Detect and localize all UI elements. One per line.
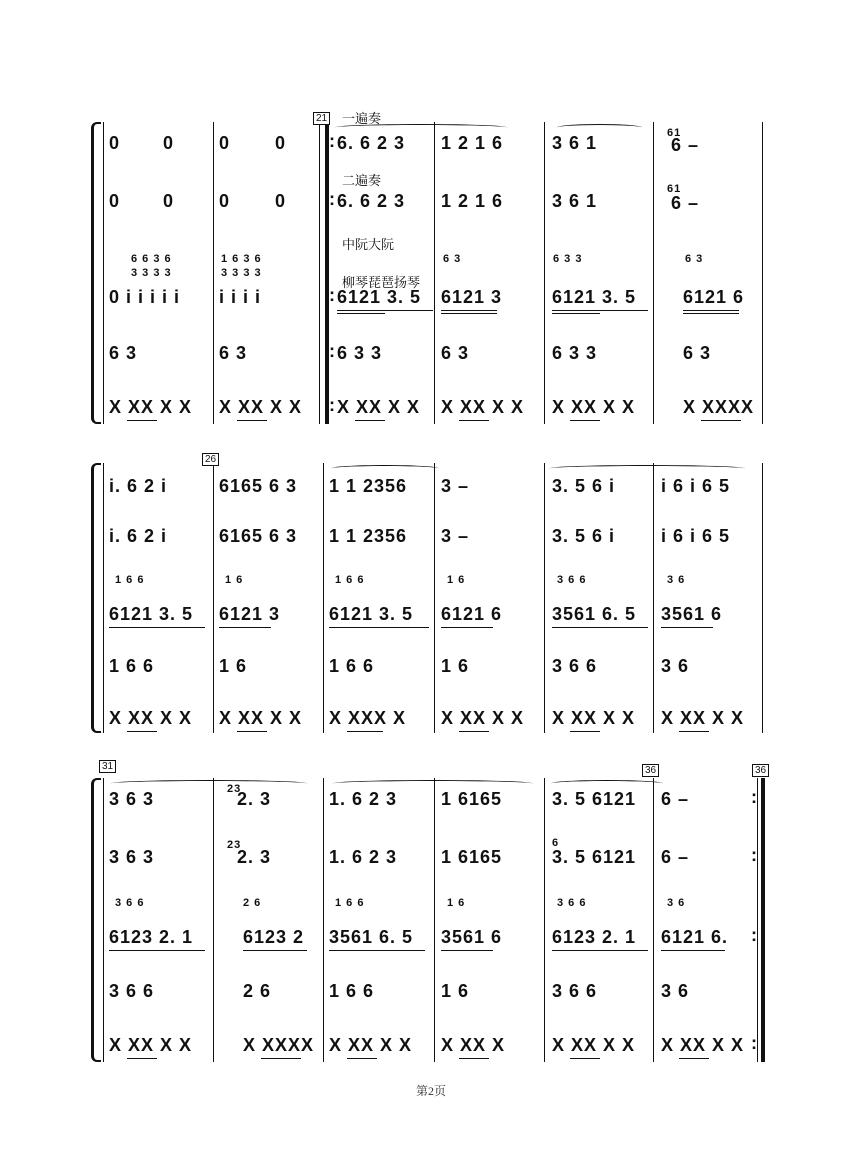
note-cell: 0	[275, 191, 287, 211]
note-cell: 3 6 3	[109, 847, 155, 867]
chord-upper: 6 6 3 6	[131, 253, 172, 265]
underline	[552, 313, 600, 314]
chord-upper: 3 3 3 3	[221, 267, 262, 279]
underline	[441, 950, 493, 951]
barline	[103, 778, 104, 1062]
liuqin-label: 柳琴琵琶扬琴	[342, 275, 421, 290]
barline	[103, 463, 104, 733]
note-cell: 0 i i i i i	[109, 287, 181, 307]
barline	[544, 463, 545, 733]
note-cell: i i i i	[219, 287, 262, 307]
note-cell: 3. 5 6 i	[552, 526, 616, 546]
note-cell: 6123 2. 1	[552, 927, 637, 947]
note-cell: 3561 6	[661, 604, 723, 624]
grace-note: 23	[227, 839, 242, 851]
note-cell: 1 6	[219, 656, 248, 676]
repeat-dots: :	[329, 395, 335, 415]
chord-upper: 3 6 6	[557, 897, 587, 909]
barline	[323, 778, 324, 1062]
chord-upper: 1 6 6	[335, 897, 365, 909]
note-cell: 6121 3	[441, 287, 503, 307]
underline	[701, 420, 741, 421]
underline	[441, 310, 497, 311]
note-cell: 6121 6.	[661, 927, 729, 947]
note-cell: 6123 2. 1	[109, 927, 194, 947]
note-cell: 3. 5 6121	[552, 789, 637, 809]
note-cell: X XX X X	[219, 397, 303, 417]
note-cell: 0	[109, 191, 121, 211]
chord-upper: 1 6	[447, 574, 466, 586]
note-cell: 6. 6 2 3	[337, 191, 406, 211]
underline	[459, 420, 489, 421]
underline	[127, 1058, 157, 1059]
note-cell: X XX X X	[661, 1035, 745, 1055]
note-cell: 6121 3. 5	[329, 604, 414, 624]
note-cell: X XX X X	[109, 708, 193, 728]
underline	[459, 1058, 489, 1059]
note-cell: i. 6 2 i	[109, 526, 168, 546]
note-cell: 0	[219, 191, 231, 211]
underline	[683, 313, 739, 314]
note-cell: 6165 6 3	[219, 476, 298, 496]
underline	[329, 950, 425, 951]
underline	[661, 950, 725, 951]
underline	[441, 313, 497, 314]
rehearsal-mark-36: 36	[642, 764, 659, 777]
barline	[434, 122, 435, 424]
barline	[653, 122, 654, 424]
underline	[441, 627, 493, 628]
note-cell: i 6 i 6 5	[661, 526, 731, 546]
barline	[653, 463, 654, 733]
phrase-slur	[549, 465, 745, 472]
chord-upper: 6 3	[443, 253, 462, 265]
phrase-slur	[333, 780, 533, 787]
note-cell: 6121 3. 5	[337, 287, 422, 307]
barline	[544, 122, 545, 424]
note-cell: 6 3	[109, 343, 138, 363]
note-cell: 3. 5 6 i	[552, 476, 616, 496]
barline	[319, 122, 320, 424]
note-cell: 1 6 6	[329, 656, 375, 676]
note-cell: 1 2 1 6	[441, 133, 504, 153]
phrase-slur	[331, 465, 439, 472]
note-cell: 0	[163, 191, 175, 211]
note-cell: X XX X X	[329, 1035, 413, 1055]
note-cell: 1 6 6	[329, 981, 375, 1001]
underline	[683, 310, 739, 311]
barline	[213, 463, 214, 733]
note-cell: 6 3	[683, 343, 712, 363]
note-cell: X XXX X	[329, 708, 407, 728]
system-brace	[91, 778, 101, 1062]
note-cell: X XX X X	[109, 1035, 193, 1055]
grace-note: 61	[667, 183, 682, 195]
grace-note: 61	[667, 127, 682, 139]
underline	[337, 313, 385, 314]
note-cell: 3561 6. 5	[329, 927, 414, 947]
page-number: 第2页	[415, 1084, 446, 1098]
note-cell: 6 –	[661, 847, 690, 867]
note-cell: 3561 6	[441, 927, 503, 947]
note-cell: 3 6 6	[552, 981, 598, 1001]
underline	[109, 950, 205, 951]
note-cell: 6121 6	[683, 287, 745, 307]
note-cell: 1 6	[441, 656, 470, 676]
barline	[757, 778, 758, 1062]
note-cell: 6121 3	[219, 604, 281, 624]
grace-note: 23	[227, 783, 242, 795]
underline	[337, 310, 433, 311]
note-cell: 2. 3	[237, 847, 272, 867]
underline	[243, 950, 307, 951]
score-system-1	[97, 111, 765, 424]
rehearsal-mark-31: 31	[99, 760, 116, 773]
note-cell: 6 3 3	[337, 343, 383, 363]
note-cell: 1. 6 2 3	[329, 847, 398, 867]
note-cell: 1 1 2356	[329, 526, 408, 546]
note-cell: 2 6	[243, 981, 272, 1001]
note-cell: X XX X X	[552, 397, 636, 417]
underline	[459, 731, 489, 732]
underline	[109, 627, 205, 628]
rehearsal-mark-21: 21	[313, 112, 330, 125]
note-cell: 1. 6 2 3	[329, 789, 398, 809]
underline	[661, 627, 713, 628]
barline	[762, 122, 763, 424]
note-cell: X XX X	[441, 1035, 506, 1055]
note-cell: X XX X X	[441, 397, 525, 417]
repeat-dots: :	[329, 131, 335, 151]
zhongruan-label: 中阮大阮	[342, 237, 395, 252]
chord-upper: 1 6 6	[115, 574, 145, 586]
note-cell: 1 2 1 6	[441, 191, 504, 211]
note-cell: 3 –	[441, 526, 470, 546]
phrase-slur	[551, 780, 663, 787]
final-repeat-barline	[761, 778, 765, 1062]
note-cell: 1 6	[441, 981, 470, 1001]
repeat-dots: :	[329, 189, 335, 209]
note-cell: 3561 6. 5	[552, 604, 637, 624]
chord-upper: 3 6 6	[115, 897, 145, 909]
note-cell: X XXXX	[683, 397, 755, 417]
note-cell: 6 3 3	[552, 343, 598, 363]
chord-upper: 3 6 6	[557, 574, 587, 586]
note-cell: X XX X X	[337, 397, 421, 417]
barline	[653, 778, 654, 1062]
phrase-slur	[335, 124, 507, 131]
underline	[329, 627, 429, 628]
chord-upper: 2 6	[243, 897, 262, 909]
note-cell: 1 6 6	[109, 656, 155, 676]
underline	[127, 731, 157, 732]
chord-upper: 6 3	[685, 253, 704, 265]
barline	[762, 463, 763, 733]
note-cell: X XX X X	[661, 708, 745, 728]
underline	[679, 1058, 709, 1059]
note-cell: 6123 2	[243, 927, 305, 947]
underline	[347, 1058, 377, 1059]
note-cell: 6121 6	[441, 604, 503, 624]
chord-upper: 1 6	[225, 574, 244, 586]
repeat-dots: :	[751, 845, 757, 865]
note-cell: 1 6165	[441, 789, 503, 809]
note-cell: 6 3	[219, 343, 248, 363]
barline	[323, 463, 324, 733]
chord-upper: 3 6	[667, 897, 686, 909]
barline	[434, 778, 435, 1062]
underline	[237, 731, 267, 732]
score-system-2	[97, 454, 765, 733]
note-cell: 0	[219, 133, 231, 153]
chord-upper: 3 6	[667, 574, 686, 586]
barline	[103, 122, 104, 424]
repeat-dots: :	[751, 925, 757, 945]
repeat-dots: :	[751, 787, 757, 807]
note-cell: 3 6 1	[552, 191, 598, 211]
underline	[552, 627, 648, 628]
note-cell: X XX X X	[441, 708, 525, 728]
note-cell: 6121 3. 5	[109, 604, 194, 624]
underline	[679, 731, 709, 732]
note-cell: 6165 6 3	[219, 526, 298, 546]
note-cell: X XX X X	[552, 1035, 636, 1055]
underline	[552, 950, 648, 951]
underline	[570, 731, 600, 732]
grace-note: 6	[552, 837, 560, 849]
note-cell: 6 –	[671, 193, 700, 213]
score-system-3	[97, 761, 767, 1062]
phrase-slur	[111, 780, 307, 787]
note-cell: 6 –	[671, 135, 700, 155]
phrase-slur	[557, 124, 642, 131]
note-cell: 3 6 3	[109, 789, 155, 809]
repeat-barline	[325, 122, 329, 424]
note-cell: 2. 3	[237, 789, 272, 809]
chord-upper: 1 6	[447, 897, 466, 909]
note-cell: X XX X X	[109, 397, 193, 417]
note-cell: X XX X X	[552, 708, 636, 728]
note-cell: 3. 5 6121	[552, 847, 637, 867]
note-cell: X XX X X	[219, 708, 303, 728]
note-cell: 6. 6 2 3	[337, 133, 406, 153]
underline	[570, 420, 600, 421]
repeat-dots: :	[751, 1033, 757, 1053]
second-time-label: 二遍奏	[342, 173, 382, 188]
note-cell: X XXXX	[243, 1035, 315, 1055]
first-time-label: 一遍奏	[342, 111, 382, 126]
note-cell: i. 6 2 i	[109, 476, 168, 496]
note-cell: 6121 3. 5	[552, 287, 637, 307]
note-cell: 3 6	[661, 981, 690, 1001]
note-cell: 3 6 6	[552, 656, 598, 676]
note-cell: 1 1 2356	[329, 476, 408, 496]
system-brace	[91, 463, 101, 733]
barline	[213, 122, 214, 424]
underline	[261, 1058, 301, 1059]
note-cell: 3 6	[661, 656, 690, 676]
underline	[570, 1058, 600, 1059]
underline	[347, 731, 383, 732]
barline	[213, 778, 214, 1062]
note-cell: 0	[275, 133, 287, 153]
barline	[544, 778, 545, 1062]
repeat-dots: :	[329, 285, 335, 305]
chord-upper: 3 3 3 3	[131, 267, 172, 279]
chord-upper: 6 3 3	[553, 253, 583, 265]
note-cell: 6 3	[441, 343, 470, 363]
underline	[219, 627, 271, 628]
note-cell: 3 –	[441, 476, 470, 496]
note-cell: 6 –	[661, 789, 690, 809]
chord-upper: 1 6 3 6	[221, 253, 262, 265]
rehearsal-mark-26: 26	[202, 453, 219, 466]
note-cell: 0	[109, 133, 121, 153]
note-cell: 0	[163, 133, 175, 153]
system-brace	[91, 122, 101, 424]
note-cell: 3 6 1	[552, 133, 598, 153]
note-cell: i 6 i 6 5	[661, 476, 731, 496]
underline	[127, 420, 157, 421]
underline	[552, 310, 648, 311]
repeat-dots: :	[329, 341, 335, 361]
underline	[355, 420, 385, 421]
note-cell: 1 6165	[441, 847, 503, 867]
barline	[434, 463, 435, 733]
underline	[237, 420, 267, 421]
chord-upper: 1 6 6	[335, 574, 365, 586]
note-cell: 3 6 6	[109, 981, 155, 1001]
rehearsal-mark-36-end: 36	[752, 764, 769, 777]
